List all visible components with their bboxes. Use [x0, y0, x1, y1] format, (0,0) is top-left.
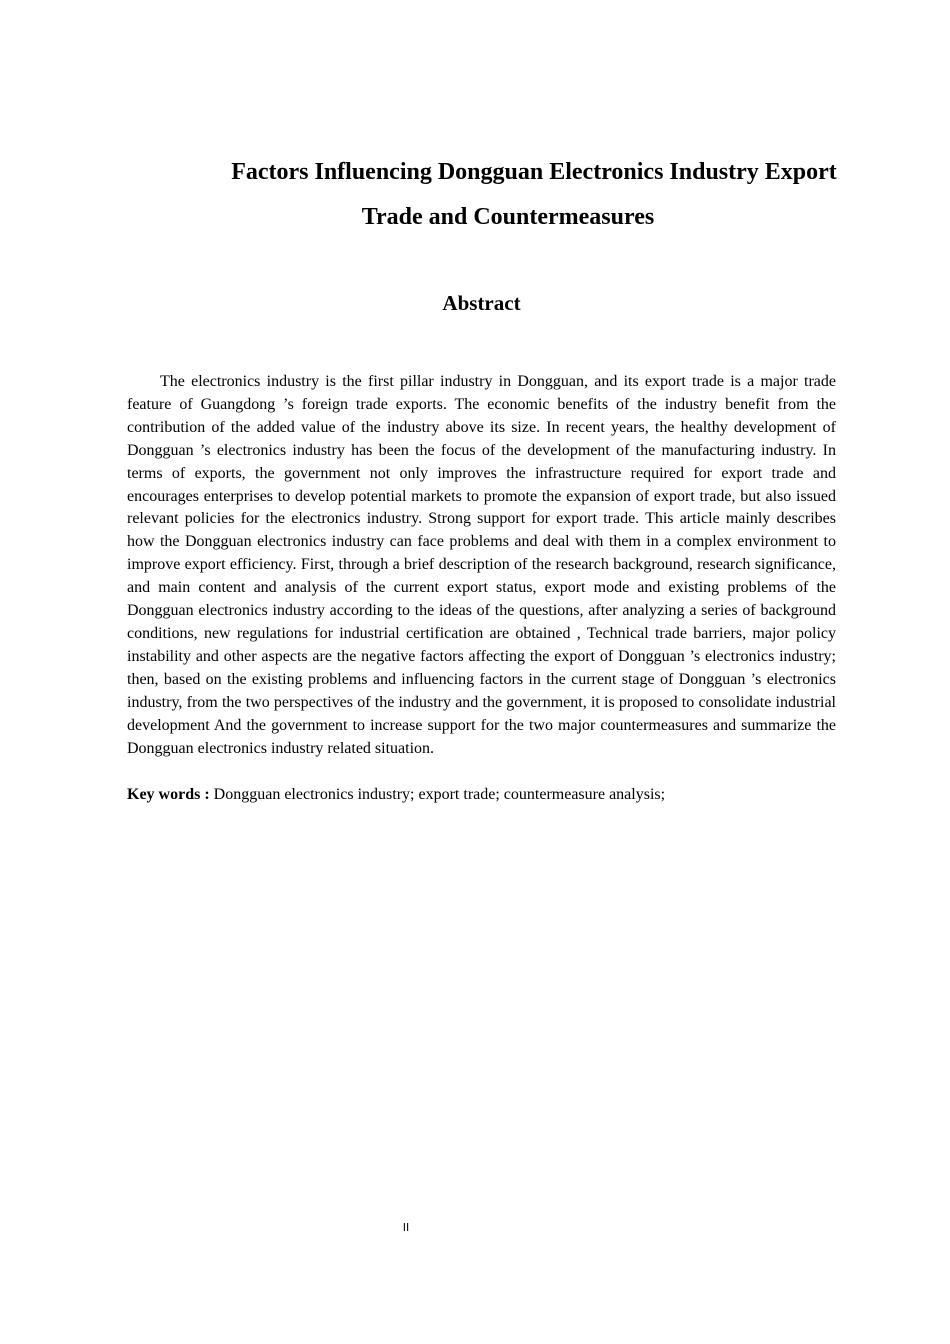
keywords-text: Dongguan electronics industry; export trade; countermeasure analysis;: [209, 786, 666, 803]
paper-title: [127, 150, 889, 240]
paper-title-line-1: Factors Influencing Dongguan Electronics Industry Export: [231, 159, 837, 185]
abstract-heading: Abstract: [442, 291, 521, 315]
keywords-label: Key words :: [127, 786, 210, 803]
abstract-paragraph: The electronics industry is the first pillar industry in Dongguan, and its export trade is a major trade feature of Guangdong ’s foreign trade exports. The economic benefits of the industry benefit from the contribution of the added value of the industry above its size. In recent years, the healthy development of Dongguan ’s electronics industry has been the focus of the development of the manufacturing industry. In terms of exports, the government not only improves the infrastructure required for export trade and encourages enterprises to develop potential markets to promote the expansion of export trade, but also issued relevant policies for the electronics industry. Strong support for export trade. This article mainly describes how the Dongguan electronics industry can face problems and deal with them in a complex environment to improve export efficiency. First, through a brief description of the research background, research significance, and main content and analysis of the current export status, export mode and existing problems of the Dongguan electronics industry according to the ideas of the questions, after analyzing a series of background conditions, new regulations for industrial certification are obtained , Technical trade barriers, major policy instability and other aspects are the negative factors affecting the export of Dongguan ’s electronics industry; then, based on the existing problems and influencing factors in the current stage of Dongguan ’s electronics industry, from the two perspectives of the industry and the government, it is proposed to consolidate industrial development And the government to increase support for the two major countermeasures and summarize the Dongguan electronics industry related situation.: [127, 373, 836, 757]
paper-title-line-2: Trade and Countermeasures: [361, 204, 655, 230]
keywords-line: [127, 783, 836, 806]
page-number: II: [402, 1221, 410, 1234]
